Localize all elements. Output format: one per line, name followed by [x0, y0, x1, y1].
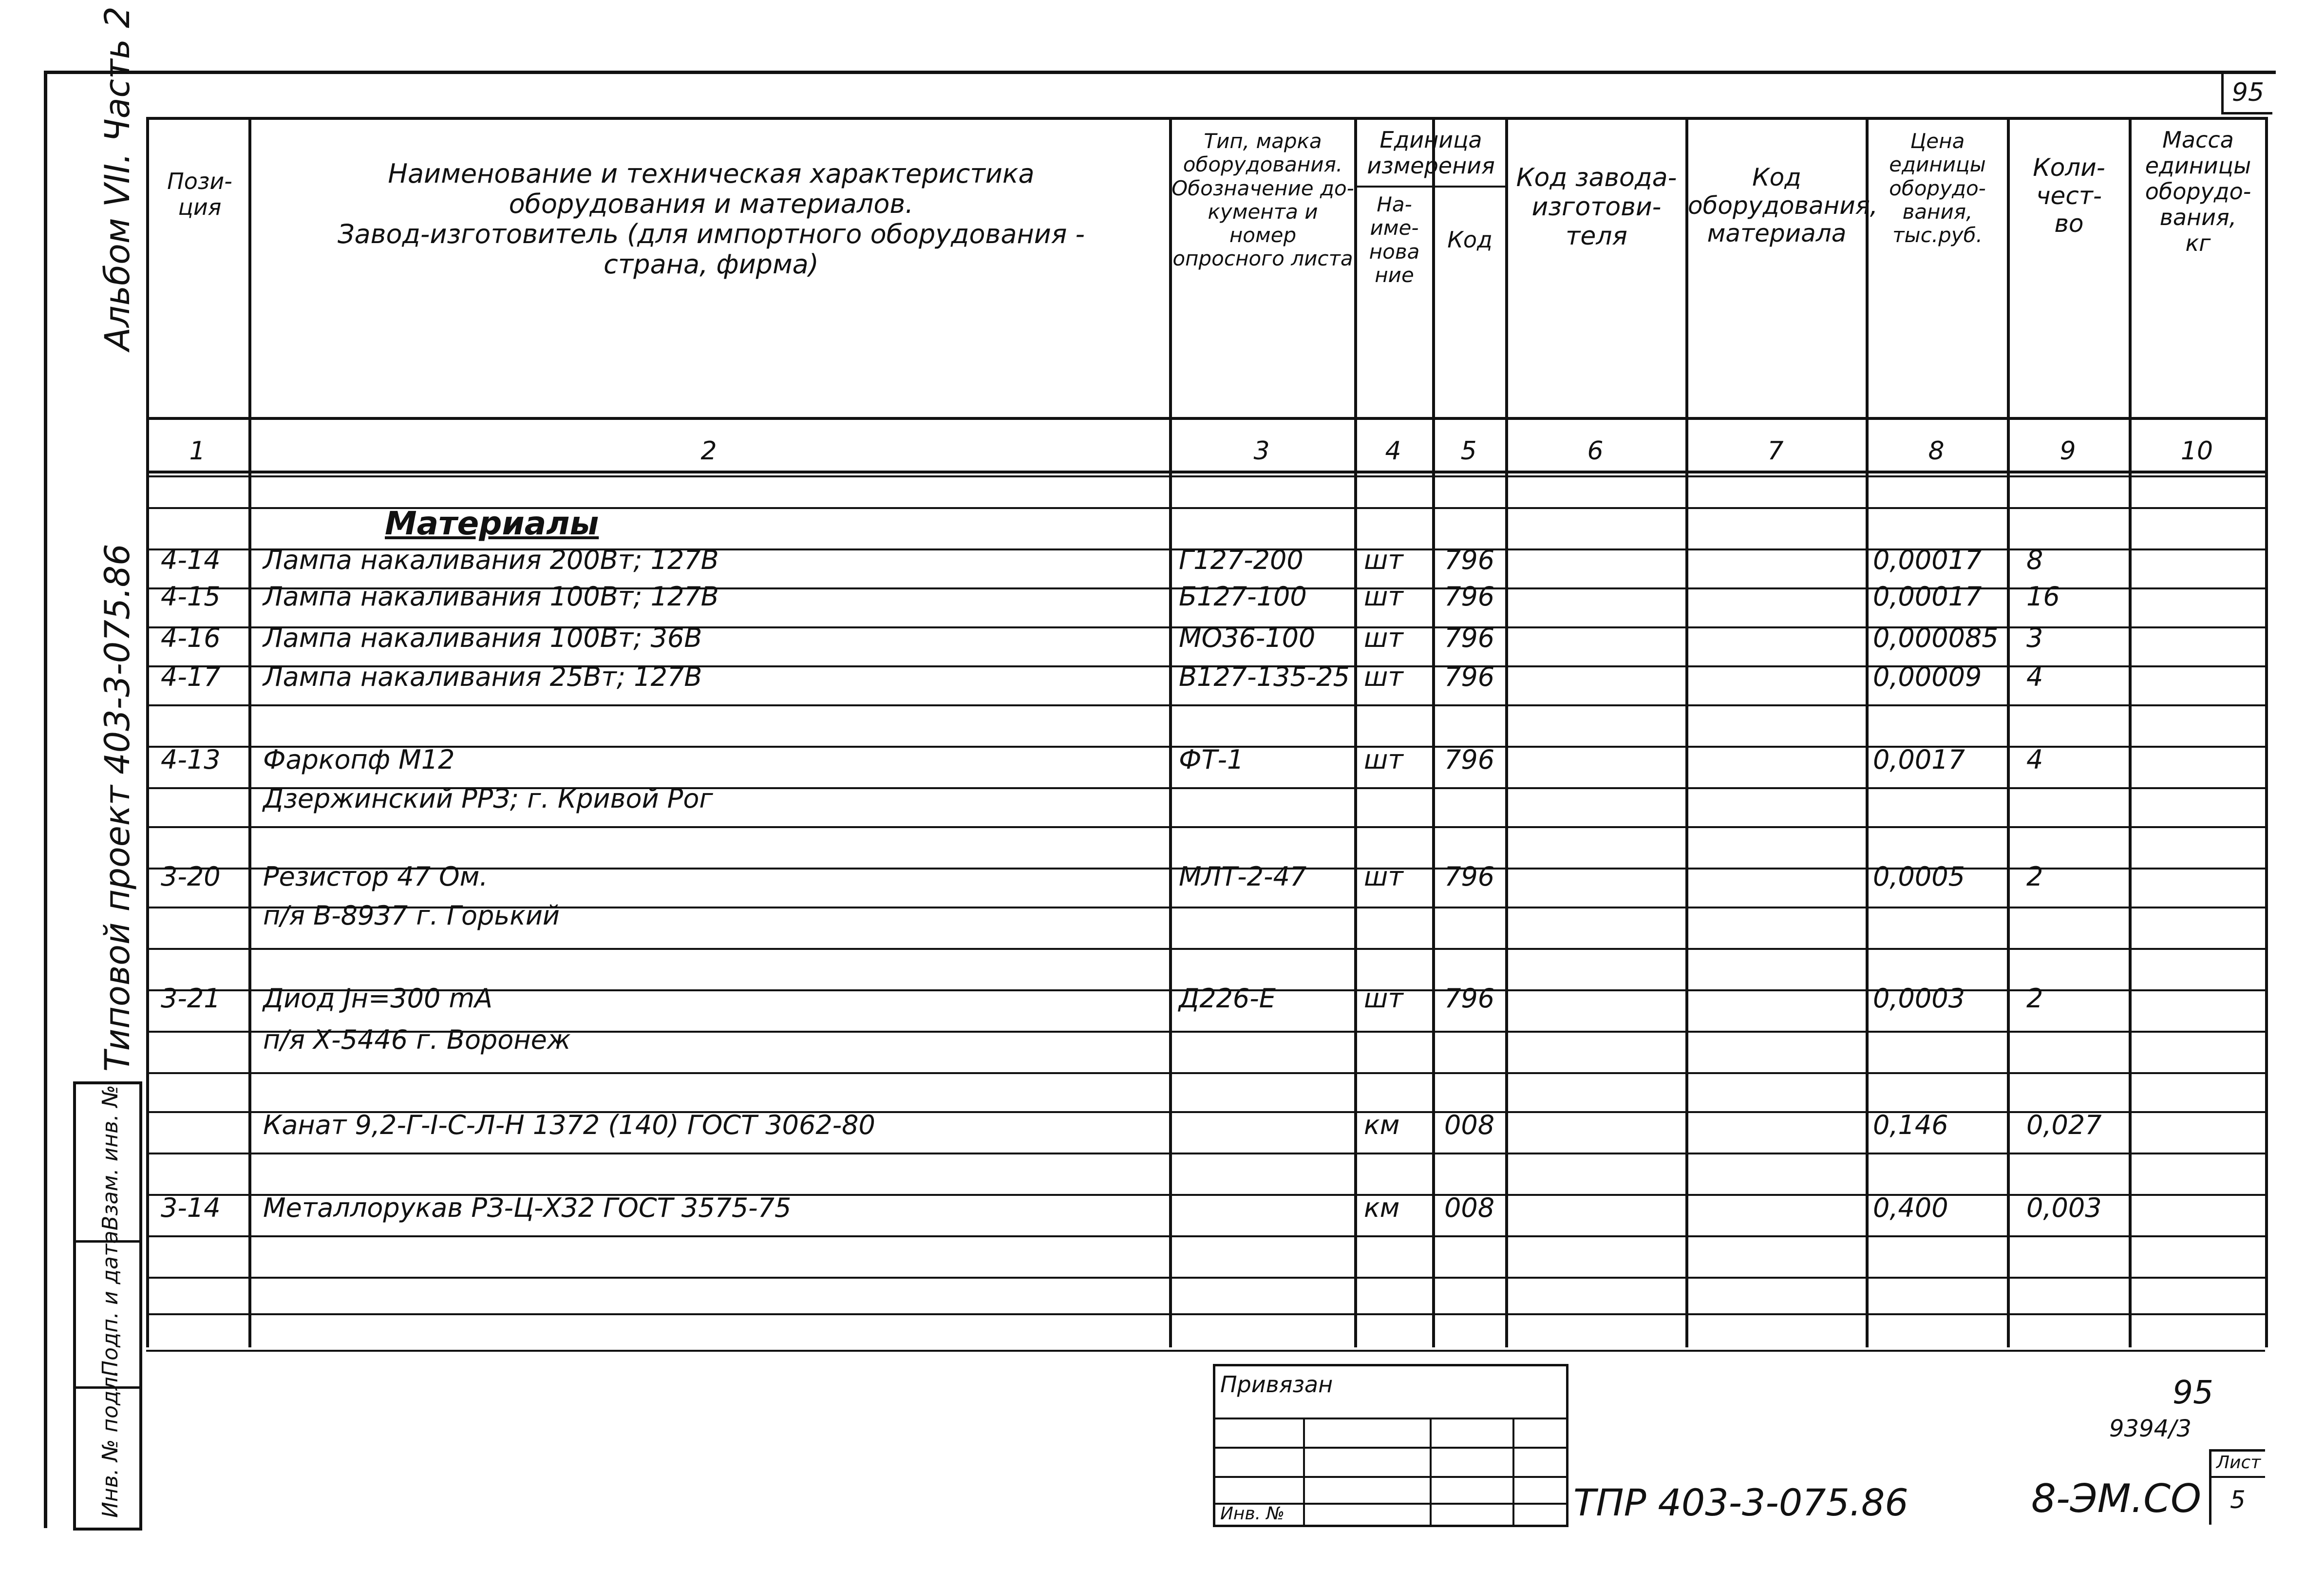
cell-price: 0,0003	[1873, 983, 1965, 1014]
cell-type: Г127-200	[1179, 545, 1304, 575]
cell-unit: шт	[1364, 744, 1403, 775]
cell-price: 0,146	[1873, 1110, 1948, 1140]
cell-name: Канат 9,2-Г-I-С-Л-Н 1372 (140) ГОСТ 3062-80	[263, 1110, 875, 1140]
table-row-line	[146, 1350, 2265, 1352]
cell-unit: км	[1364, 1110, 1400, 1140]
cell-unit-code: 796	[1444, 662, 1495, 692]
cell-position: 3-21	[161, 983, 221, 1014]
cell-type: Б127-100	[1179, 581, 1307, 612]
stamp-text: Подп. и дата	[98, 1230, 123, 1377]
cell-quantity: 8	[2026, 545, 2043, 575]
header-type: Тип, марка оборудования. Обозначение до- кумента и номер опросного листа	[1171, 129, 1354, 271]
table-row-line	[146, 1277, 2265, 1279]
header-unit-name: На- име- нова ние	[1369, 192, 1420, 287]
project-code: ТПР 403-3-075.86	[1573, 1481, 1908, 1524]
cell-unit-code: 796	[1444, 744, 1495, 775]
cell-quantity: 4	[2026, 744, 2043, 775]
table-vline	[2007, 120, 2010, 1347]
tb-line	[1512, 1418, 1514, 1525]
sheet-big-number: 95	[2173, 1374, 2213, 1411]
cell-name: п/я Х-5446 г. Воронеж	[263, 1024, 571, 1055]
cell-name: Лампа накаливания 200Вт; 127В	[263, 545, 719, 575]
cell-unit: шт	[1364, 662, 1403, 692]
tb-line	[1430, 1418, 1432, 1525]
cell-type: МЛТ-2-47	[1179, 861, 1307, 892]
table-vline	[1169, 120, 1172, 1347]
table-vline	[1866, 120, 1869, 1347]
table-row-line	[146, 1153, 2265, 1154]
tb-line	[1303, 1418, 1305, 1525]
stamp-text: Взам. инв. №	[98, 1085, 123, 1230]
stamp-column	[73, 1081, 142, 1531]
cell-unit: шт	[1364, 545, 1403, 575]
cell-unit-code: 796	[1444, 861, 1495, 892]
header-quantity: Коли- чест- во	[2033, 153, 2105, 238]
table-vline	[1432, 120, 1435, 1347]
table-row-line	[146, 1072, 2265, 1074]
cell-type: ФТ-1	[1179, 744, 1244, 775]
header-factory-code: Код завода- изготови- теля	[1516, 163, 1677, 251]
cell-name: Резистор 47 Ом.	[263, 861, 488, 892]
cell-unit: шт	[1364, 861, 1403, 892]
cell-price: 0,0005	[1873, 861, 1965, 892]
sheet-number: 5	[2230, 1486, 2246, 1514]
cell-position: 4-16	[161, 623, 221, 653]
project-label: Типовой проект 403-3-075.86	[97, 544, 137, 1072]
album-label: Альбом VII. Часть 2	[97, 6, 137, 351]
header-unit: Единица измерения	[1367, 127, 1495, 179]
column-number: 7	[1767, 436, 1784, 466]
table-vline	[2129, 120, 2132, 1347]
table-vline	[1685, 120, 1688, 1347]
cell-price: 0,00017	[1873, 545, 1982, 575]
table-row-line	[146, 1313, 2265, 1315]
stamp-text: Инв. № подл.	[98, 1370, 123, 1518]
cell-unit: км	[1364, 1192, 1400, 1223]
cell-name: Лампа накаливания 25Вт; 127В	[263, 662, 702, 692]
inv-no-label: Инв. №	[1220, 1504, 1285, 1524]
cell-quantity: 2	[2026, 861, 2043, 892]
cell-name: Лампа накаливания 100Вт; 127В	[263, 581, 719, 612]
cell-position: 4-14	[161, 545, 221, 575]
cell-quantity: 0,003	[2026, 1192, 2102, 1223]
column-number: 6	[1587, 436, 1604, 466]
table-row-line	[146, 475, 2265, 477]
cell-price: 0,0017	[1873, 744, 1965, 775]
header-mass: Масса единицы оборудо- вания, кг	[2145, 127, 2251, 256]
cell-unit: шт	[1364, 581, 1403, 612]
cell-type: В127-135-25	[1179, 662, 1350, 692]
table-vline	[1505, 120, 1508, 1347]
column-number: 4	[1385, 436, 1401, 466]
sheet-label: Лист	[2216, 1453, 2261, 1473]
cell-unit-code: 796	[1444, 545, 1495, 575]
cell-quantity: 4	[2026, 662, 2043, 692]
cell-position: 4-15	[161, 581, 221, 612]
cell-price: 0,00009	[1873, 662, 1982, 692]
header-bottom-line	[146, 417, 2265, 420]
cell-unit-code: 008	[1444, 1110, 1495, 1140]
table-vline	[1354, 120, 1357, 1347]
cell-unit-code: 796	[1444, 581, 1495, 612]
header-unit-code: Код	[1447, 227, 1493, 253]
privyazan-label: Привязан	[1220, 1371, 1333, 1398]
cell-name: п/я В-8937 г. Горький	[263, 900, 560, 931]
cell-type: Д226-Е	[1179, 983, 1276, 1014]
tb-line	[2211, 1476, 2265, 1478]
column-number: 9	[2059, 436, 2076, 466]
column-number: 5	[1460, 436, 1477, 466]
cell-name: Фаркопф М12	[263, 744, 455, 775]
header-price: Цена единицы оборудо- вания, тыс.руб.	[1889, 129, 1986, 247]
cell-name: Диод Jн=300 mA	[263, 983, 493, 1014]
header-subline	[1354, 186, 1505, 188]
column-number: 8	[1928, 436, 1945, 466]
table-row-line	[146, 826, 2265, 828]
sheet-number-box	[2209, 1449, 2265, 1525]
cell-name: Лампа накаливания 100Вт; 36В	[263, 623, 702, 653]
cell-position: 4-17	[161, 662, 221, 692]
cell-quantity: 0,027	[2026, 1110, 2102, 1140]
cell-unit-code: 796	[1444, 623, 1495, 653]
table-vline	[146, 120, 149, 1347]
cell-price: 0,000085	[1873, 623, 1999, 653]
header-equipment-code: Код оборудования, материала	[1688, 163, 1878, 247]
cell-unit: шт	[1364, 983, 1403, 1014]
header-name: Наименование и техническая характеристика оборудования и материалов. Завод-изготовитель (для импортного оборудования - страна, фирма)	[337, 158, 1085, 280]
stamp-cell	[76, 1230, 139, 1389]
stamp-cell	[76, 1370, 139, 1525]
cell-quantity: 16	[2026, 581, 2060, 612]
cell-quantity: 3	[2026, 623, 2043, 653]
colnum-bottom-line	[146, 471, 2265, 473]
sheet-subcode: 9394/3	[2109, 1415, 2192, 1442]
table-vline	[248, 120, 251, 1347]
cell-price: 0,00017	[1873, 581, 1982, 612]
stamp-cell	[76, 1084, 139, 1243]
cell-position: 3-20	[161, 861, 221, 892]
equipment-table	[146, 117, 2268, 1347]
cell-position: 3-14	[161, 1192, 221, 1223]
column-number: 1	[189, 436, 206, 466]
header-position: Пози- ция	[167, 168, 232, 220]
cell-type: МО36-100	[1179, 623, 1316, 653]
column-number: 10	[2180, 436, 2213, 466]
cell-unit-code: 008	[1444, 1192, 1495, 1223]
page-number: 95	[2221, 73, 2272, 114]
cell-unit-code: 796	[1444, 983, 1495, 1014]
cell-quantity: 2	[2026, 983, 2043, 1014]
table-row-line	[146, 1235, 2265, 1237]
section-title: Материалы	[385, 505, 599, 542]
column-number: 3	[1253, 436, 1270, 466]
cell-position: 4-13	[161, 744, 221, 775]
column-number: 2	[700, 436, 717, 466]
cell-name: Дзержинский РРЗ; г. Кривой Рог	[263, 783, 713, 814]
privyazan-box	[1213, 1364, 1568, 1527]
table-row-line	[146, 704, 2265, 706]
cell-unit: шт	[1364, 623, 1403, 653]
cell-price: 0,400	[1873, 1192, 1948, 1223]
cell-name: Металлорукав РЗ-Ц-Х32 ГОСТ 3575-75	[263, 1192, 792, 1223]
table-row-line	[146, 948, 2265, 950]
document-code: 8-ЭМ.СО	[2031, 1476, 2201, 1521]
